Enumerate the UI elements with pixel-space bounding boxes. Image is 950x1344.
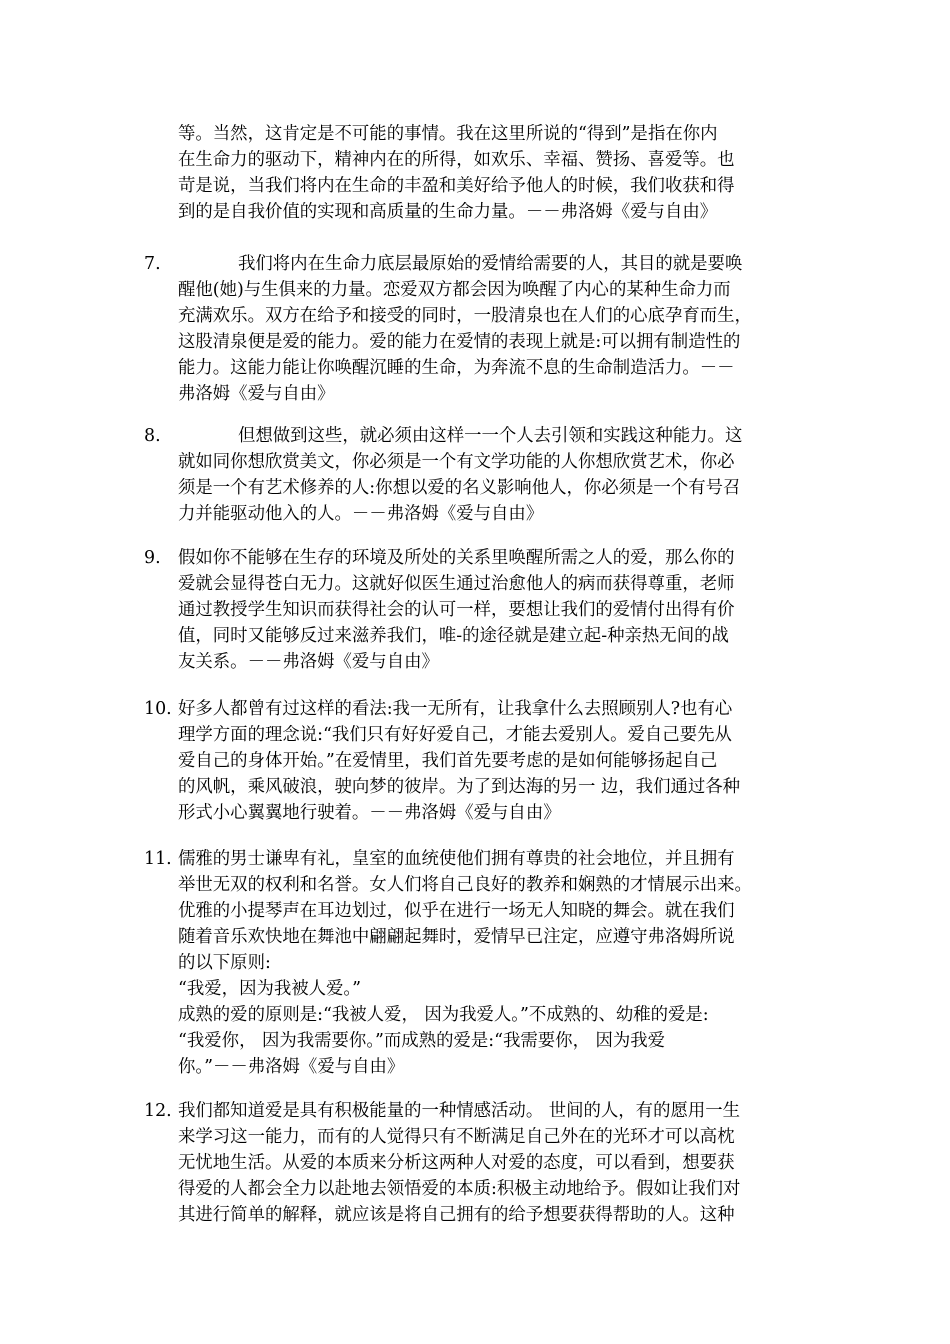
text-line: 等。当然，这肯定是不可能的事情。我在这里所说的“得到”是指在你内 [178,124,718,144]
text-line: 友关系。－－弗洛姆《爱与自由》 [178,652,439,672]
text-line: 苛是说，当我们将内在生命的丰盈和美好给予他人的时候，我们收获和得 [178,176,735,196]
text-line: 但想做到这些，就必须由这样一一个人去引领和实践这种能力。这 [238,426,743,446]
item-text [178,1098,818,1228]
text-line: 这股清泉便是爱的能力。爱的能力在爱情的表现上就是:可以拥有制造性的 [178,332,741,352]
text-line: 我们将内在生命力底层最原始的爱情给需要的人，其目的就是要唤 [238,254,743,274]
text-line: 得爱的人都会全力以赴地去领悟爱的本质:积极主动地给予。假如让我们对 [178,1179,741,1199]
text-line: 充满欢乐。双方在给予和接受的同时，一股清泉也在人们的心底孕育而生， [178,306,752,326]
text-line: 好多人都曾有过这样的看法:我一无所有，让我拿什么去照顾别人?也有心 [178,699,733,719]
text-line: 就如同你想欣赏美文，你必须是一个有文学功能的人你想欣赏艺术，你必 [178,452,735,472]
item-number: 8. [144,426,161,446]
text-line: 优雅的小提琴声在耳边划过，似乎在进行一场无人知晓的舞会。就在我们 [178,901,735,921]
text-line: 我们都知道爱是具有积极能量的一种情感活动。 世间的人，有的愿用一生 [178,1101,741,1121]
text-line: 来学习这一能力，而有的人觉得只有不断满足自己外在的光环才可以高枕 [178,1127,735,1147]
item-text [178,545,818,675]
item-text [178,696,818,826]
text-line: 其进行简单的解释，就应该是将自己拥有的给予想要获得帮助的人。这种 [178,1205,735,1225]
text-line: 力并能驱动他入的人。－－弗洛姆《爱与自由》 [178,504,544,524]
text-line: 你。”－－弗洛姆《爱与自由》 [178,1057,405,1077]
text-line: 举世无双的权利和名誉。女人们将自己良好的教养和娴熟的才情展示出来。 [178,875,752,895]
item-number: 12. [144,1101,172,1121]
text-line: 形式小心翼翼地行驶着。－－弗洛姆《爱与自由》 [178,803,561,823]
text-line: 无忧地生活。从爱的本质来分析这两种人对爱的态度，可以看到，想要获 [178,1153,735,1173]
text-line: “我爱，因为我被人爱。” [178,979,361,999]
item-text [178,251,818,407]
text-line: 到的是自我价值的实现和高质量的生命力量。－－弗洛姆《爱与自由》 [178,202,718,222]
item-number: 9. [144,548,161,568]
intro-paragraph [178,121,818,225]
text-line: 假如你不能够在生存的环境及所处的关系里唤醒所需之人的爱，那么你的 [178,548,735,568]
text-line: 的以下原则: [178,953,271,973]
text-line: 通过教授学生知识而获得社会的认可一样，要想让我们的爱情付出得有价 [178,600,735,620]
text-line: 理学方面的理念说:“我们只有好好爱自己，才能去爱别人。爱自己要先从 [178,725,732,745]
text-line: 爱就会显得苍白无力。这就好似医生通过治愈他人的病而获得尊重，老师 [178,574,735,594]
text-line: 弗洛姆《爱与自由》 [178,384,335,404]
item-text [178,846,818,1080]
text-line: 须是一个有艺术修养的人:你想以爱的名义影响他人，你必须是一个有号召 [178,478,741,498]
text-line: 爱自己的身体开始。”在爱情里，我们首先要考虑的是如何能够扬起自己 [178,751,718,771]
text-line: 儒雅的男士谦卑有礼，皇室的血统使他们拥有尊贵的社会地位，并且拥有 [178,849,735,869]
item-number: 7. [144,254,161,274]
text-line: 的风帆，乘风破浪，驶向梦的彼岸。为了到达海的另一 边，我们通过各种 [178,777,741,797]
item-number: 10. [144,699,172,719]
text-line: 成熟的爱的原则是:“我被人爱， 因为我爱人。”不成熟的、幼稚的爱是: [178,1005,709,1025]
text-line: 值，同时又能够反过来滋养我们，唯-的途径就是建立起-种亲热无间的战 [178,626,729,646]
item-text [178,423,818,527]
text-line: 随着音乐欢快地在舞池中翩翩起舞时，爱情早已注定，应遵守弗洛姆所说 [178,927,735,947]
item-number: 11. [144,849,172,869]
text-line: 能力。这能力能让你唤醒沉睡的生命，为奔流不息的生命制造活力。－－ [178,358,735,378]
text-line: 醒他(她)与生俱来的力量。恋爱双方都会因为唤醒了内心的某种生命力而 [178,280,731,300]
text-line: 在生命力的驱动下，精神内在的所得，如欢乐、幸福、赞扬、喜爱等。也 [178,150,735,170]
text-line: “我爱你， 因为我需要你。”而成熟的爱是:“我需要你， 因为我爱 [178,1031,666,1051]
